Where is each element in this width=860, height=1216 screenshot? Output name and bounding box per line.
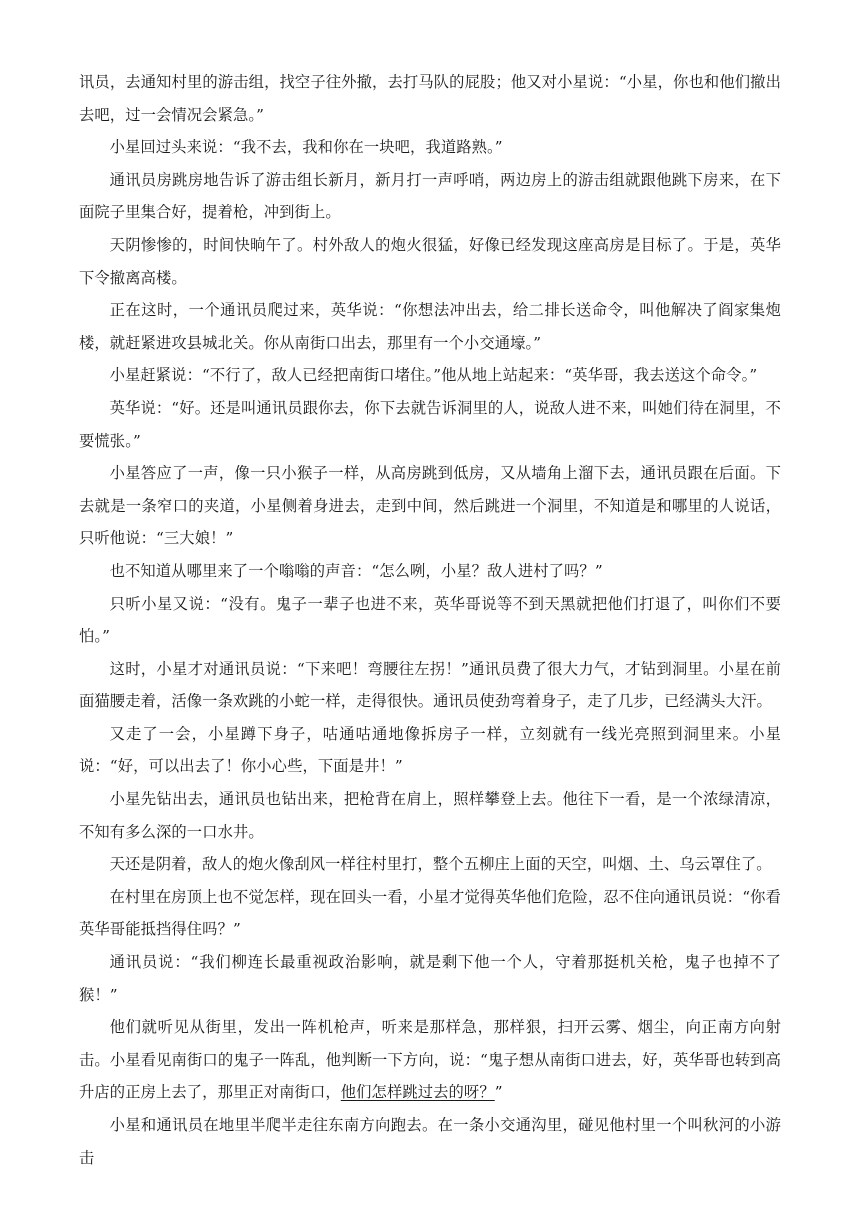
paragraph-18: 小星和通讯员在地里半爬半走往东南方向跑去。在一条小交通沟里，碰见他村里一个叫秋河的小游击 <box>79 1116 781 1167</box>
paragraph-2: 小星回过头来说：“我不去，我和你在一块吧，我道路熟。” <box>109 138 503 157</box>
paragraph-17: 他们就听见从街里，发出一阵机枪声，听来是那样急，那样狠，扫开云雾、烟尘，向正南方向射击。小星看见南街口的鬼子一阵乱，他判断一下方向，说：“鬼子想从南街口进去，好，英华哥也转到高升店的正房上去了，那里正对南街口，他们怎样跳过去的呀？” <box>79 1018 781 1102</box>
paragraph-9: 也不知道从哪里来了一个嗡嗡的声音：“怎么咧，小星？敌人进村了吗？” <box>109 561 603 580</box>
underlined-question: 他们怎样跳过去的呀？ <box>340 1083 495 1102</box>
paragraph-5: 正在这时，一个通讯员爬过来，英华说：“你想法冲出去，给二排长送命令，叫他解决了阎家集炮楼，就赶紧进攻县城北关。你从南街口出去，那里有一个小交通壕。” <box>79 301 781 352</box>
paragraph-7: 英华说：“好。还是叫通讯员跟你去，你下去就告诉洞里的人，说敌人进不来，叫她们待在洞里，不要慌张。” <box>79 398 781 450</box>
paragraph-17-text: 他们就听见从街里，发出一阵机枪声，听来是那样急，那样狠，扫开云雾、烟尘，向正南方向射击。小星看见南街口的鬼子一阵乱，他判断一下方向，说：“鬼子想从南街口进去，好，英华哥也转到高升店的正房上去了，那里正对南街口， <box>79 1018 781 1102</box>
paragraph-1: 讯员，去通知村里的游击组，找空子往外撤，去打马队的屁股；他又对小星说：“小星，你也和他们撤出去吧，过一会情况会紧急。” <box>79 73 781 124</box>
document-page <box>79 66 781 1174</box>
paragraph-10: 只听小星又说：“没有。鬼子一辈子也进不来，英华哥说等不到天黑就把他们打退了，叫你们不要怕。” <box>79 594 781 646</box>
paragraph-11: 这时，小星才对通讯员说：“下来吧！弯腰往左拐！”通讯员费了很大力气，才钻到洞里。小星在前面猫腰走着，活像一条欢跳的小蛇一样，走得很快。通讯员使劲弯着身子，走了几步，已经满头大汗。 <box>79 659 781 711</box>
paragraph-16: 通讯员说：“我们柳连长最重视政治影响，就是剩下他一个人，守着那挺机关枪，鬼子也掉不了猴！” <box>79 953 781 1004</box>
paragraph-3: 通讯员房跳房地告诉了游击组长新月，新月打一声呼哨，两边房上的游击组就跟他跳下房来，在下面院子里集合好，提着枪，冲到街上。 <box>79 170 781 222</box>
paragraph-6: 小星赶紧说：“不行了，敌人已经把南街口堵住。”他从地上站起来：“英华哥，我去送这个命令。” <box>109 366 758 385</box>
paragraph-13: 小星先钻出去，通讯员也钻出来，把枪背在肩上，照样攀登上去。他往下一看，是一个浓绿清凉，不知有多么深的一口水井。 <box>79 790 781 841</box>
paragraph-8: 小星答应了一声，像一只小猴子一样，从高房跳到低房，又从墙角上溜下去，通讯员跟在后面。下去就是一条窄口的夹道，小星侧着身进去，走到中间，然后跳进一个洞里，不知道是和哪里的人说话，只听他说：“三大娘！” <box>79 464 781 548</box>
paragraph-4: 天阴惨惨的，时间快晌午了。村外敌人的炮火很猛，好像已经发现这座高房是目标了。于是，英华下令撤离高楼。 <box>79 235 781 287</box>
paragraph-15: 在村里在房顶上也不觉怎样，现在回头一看，小星才觉得英华他们危险，忍不住向通讯员说：“你看英华哥能抵挡得住吗？” <box>79 887 781 939</box>
paragraph-14: 天还是阴着，敌人的炮火像刮风一样往村里打，整个五柳庄上面的天空，叫烟、土、乌云罩住了。 <box>109 855 772 874</box>
paragraph-12: 又走了一会，小星蹲下身子，咕通咕通地像拆房子一样，立刻就有一线光亮照到洞里来。小星说：“好，可以出去了！你小心些，下面是井！” <box>79 724 781 776</box>
